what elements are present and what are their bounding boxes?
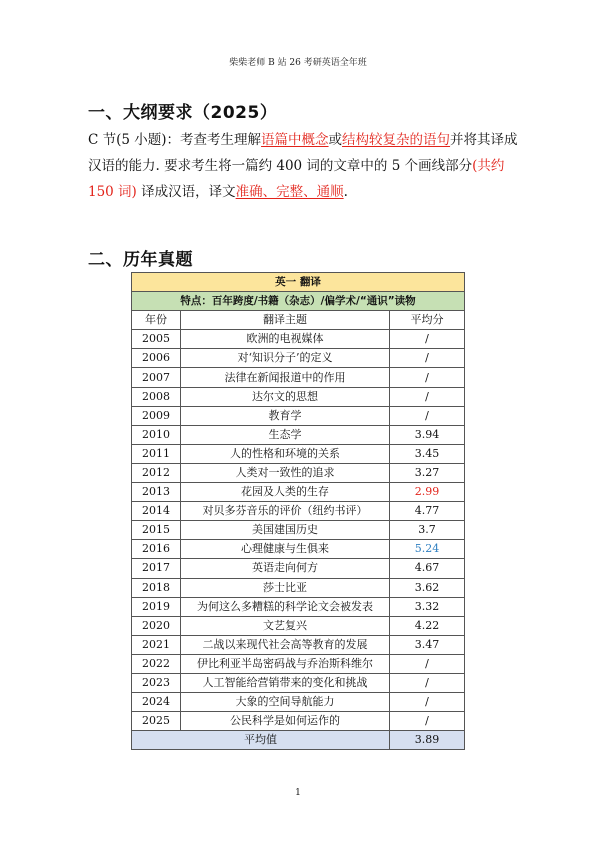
cell-year: 2005	[132, 330, 181, 349]
cell-score: 3.62	[390, 578, 465, 597]
table-row	[132, 425, 465, 444]
cell-topic: 文艺复兴	[181, 616, 390, 635]
cell-score: 4.22	[390, 616, 465, 635]
table-row	[132, 616, 465, 635]
table-row	[132, 597, 465, 616]
cell-score: /	[390, 654, 465, 673]
cell-score: 4.77	[390, 502, 465, 521]
cell-score: 2.99	[390, 483, 465, 502]
cell-topic: 对贝多芬音乐的评价（纽约书评）	[181, 502, 390, 521]
cell-score: /	[390, 712, 465, 731]
para-text: 或	[328, 132, 343, 148]
syllabus-paragraph	[88, 127, 518, 205]
para-text: .	[343, 184, 348, 200]
cell-score: /	[390, 368, 465, 387]
cell-topic: 人的性格和环境的关系	[181, 444, 390, 463]
para-highlight: 语篇中概念	[261, 132, 329, 148]
table-feature: 特点：百年跨度/书籍（杂志）/偏学术/“通识”读物	[132, 292, 465, 311]
cell-score: /	[390, 406, 465, 425]
column-header-topic: 翻译主题	[181, 311, 390, 330]
column-header-year: 年份	[132, 311, 181, 330]
cell-year: 2007	[132, 368, 181, 387]
cell-topic: 法律在新闻报道中的作用	[181, 368, 390, 387]
table-row	[132, 521, 465, 540]
table-row	[132, 368, 465, 387]
cell-year: 2015	[132, 521, 181, 540]
cell-topic: 达尔文的思想	[181, 387, 390, 406]
cell-score: 3.45	[390, 444, 465, 463]
section-title-past-papers: 二、历年真题	[88, 250, 193, 270]
cell-year: 2021	[132, 635, 181, 654]
cell-topic: 人工智能给营销带来的变化和挑战	[181, 673, 390, 692]
column-header-score: 平均分	[390, 311, 465, 330]
cell-year: 2020	[132, 616, 181, 635]
page-header: 柴柴老师 B 站 26 考研英语全年班	[229, 58, 367, 68]
average-value: 3.89	[390, 731, 465, 750]
cell-topic: 莎士比亚	[181, 578, 390, 597]
cell-topic: 英语走向何方	[181, 559, 390, 578]
table-row	[132, 444, 465, 463]
cell-year: 2011	[132, 444, 181, 463]
cell-year: 2008	[132, 387, 181, 406]
table-row	[132, 330, 465, 349]
cell-score: 3.32	[390, 597, 465, 616]
cell-topic: 生态学	[181, 425, 390, 444]
past-papers-table	[131, 272, 465, 750]
para-highlight: 结构较复杂的语句	[342, 132, 451, 148]
cell-score: /	[390, 330, 465, 349]
table-row	[132, 502, 465, 521]
average-row	[132, 731, 465, 750]
cell-year: 2010	[132, 425, 181, 444]
cell-year: 2014	[132, 502, 181, 521]
cell-score: /	[390, 673, 465, 692]
cell-topic: 伊比利亚半岛密码战与乔治斯科维尔	[181, 654, 390, 673]
para-highlight: 准确、完整、通顺	[235, 184, 344, 200]
table-row	[132, 635, 465, 654]
table-row	[132, 483, 465, 502]
cell-topic: 美国建国历史	[181, 521, 390, 540]
cell-year: 2012	[132, 463, 181, 482]
cell-year: 2025	[132, 712, 181, 731]
table-row	[132, 578, 465, 597]
section-title-syllabus: 一、大纲要求（2025）	[88, 103, 278, 123]
cell-year: 2009	[132, 406, 181, 425]
cell-year: 2017	[132, 559, 181, 578]
cell-year: 2023	[132, 673, 181, 692]
cell-topic: 花园及人类的生存	[181, 483, 390, 502]
cell-score: 3.7	[390, 521, 465, 540]
cell-year: 2018	[132, 578, 181, 597]
cell-topic: 为何这么多糟糕的科学论文会被发表	[181, 597, 390, 616]
cell-year: 2019	[132, 597, 181, 616]
table-row	[132, 540, 465, 559]
cell-topic: 对‘知识分子’的定义	[181, 349, 390, 368]
cell-year: 2013	[132, 483, 181, 502]
cell-score: /	[390, 387, 465, 406]
cell-topic: 教育学	[181, 406, 390, 425]
table-row	[132, 559, 465, 578]
table-row	[132, 463, 465, 482]
cell-topic: 人类对一致性的追求	[181, 463, 390, 482]
table-title: 英一 翻译	[132, 273, 465, 292]
cell-score: 3.27	[390, 463, 465, 482]
average-label: 平均值	[132, 731, 390, 750]
table-row	[132, 693, 465, 712]
page-number: 1	[295, 788, 301, 798]
table-row	[132, 349, 465, 368]
cell-topic: 公民科学是如何运作的	[181, 712, 390, 731]
cell-year: 2006	[132, 349, 181, 368]
table-row	[132, 673, 465, 692]
para-text: 译成汉语，译文	[136, 184, 236, 200]
table-row	[132, 406, 465, 425]
cell-topic: 大象的空间导航能力	[181, 693, 390, 712]
cell-score: 5.24	[390, 540, 465, 559]
para-highlight: (共约 150 词)	[88, 158, 505, 200]
para-text: C 节(5 小题)：考查考生理解	[88, 132, 262, 148]
cell-score: 4.67	[390, 559, 465, 578]
cell-topic: 欧洲的电视媒体	[181, 330, 390, 349]
table-row	[132, 654, 465, 673]
table-row	[132, 387, 465, 406]
cell-topic: 心理健康与生俱来	[181, 540, 390, 559]
cell-score: /	[390, 693, 465, 712]
table-row	[132, 712, 465, 731]
cell-year: 2024	[132, 693, 181, 712]
cell-topic: 二战以来现代社会高等教育的发展	[181, 635, 390, 654]
para-text: 并将其译成汉语的能力. 要求考生将一篇约 400 词的文章中的 5 个画线部分	[88, 132, 518, 174]
cell-score: /	[390, 349, 465, 368]
cell-score: 3.47	[390, 635, 465, 654]
cell-year: 2022	[132, 654, 181, 673]
cell-year: 2016	[132, 540, 181, 559]
cell-score: 3.94	[390, 425, 465, 444]
